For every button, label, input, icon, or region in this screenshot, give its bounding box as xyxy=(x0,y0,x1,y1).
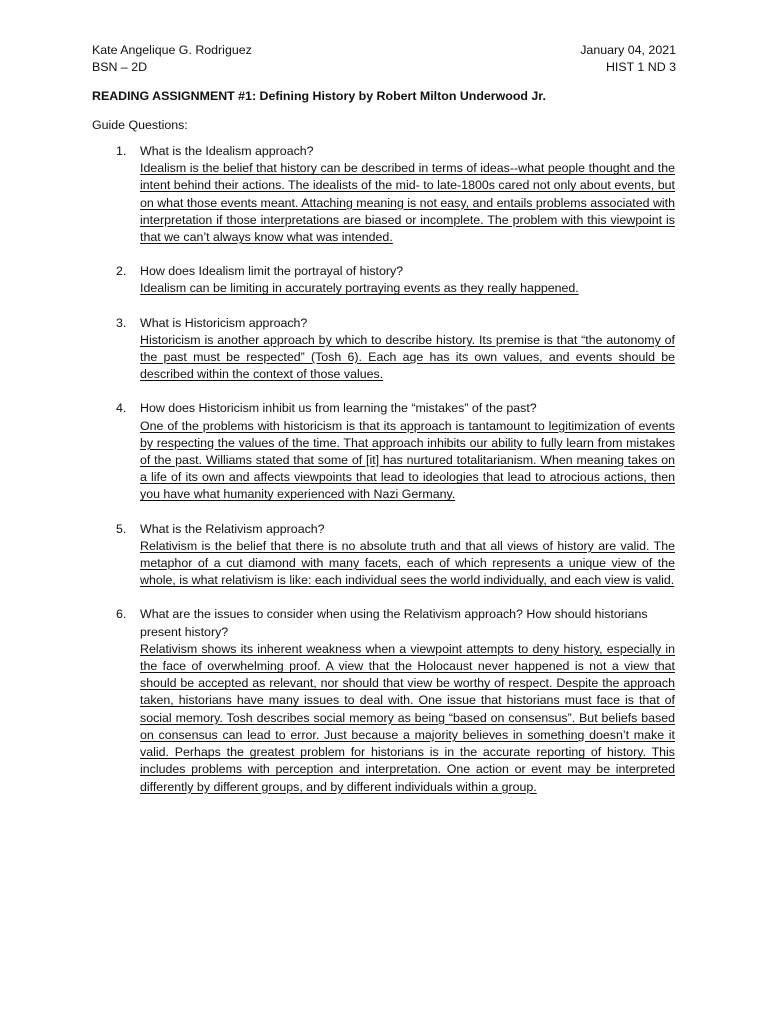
question-number: 3. xyxy=(116,315,127,330)
question-item xyxy=(116,263,675,297)
student-section: BSN – 2D xyxy=(92,60,148,75)
question-number: 4. xyxy=(116,401,127,416)
question-text: How does Historicism inhibit us from learning the “mistakes” of the past? xyxy=(140,401,537,416)
question-text: What are the issues to consider when using the Relativism approach? How should historians present history? xyxy=(140,607,648,639)
question-text: What is the Relativism approach? xyxy=(140,521,325,536)
question-item xyxy=(116,400,675,503)
question-item xyxy=(116,315,675,384)
answer-text: Idealism is the belief that history can be described in terms of ideas--what people thought and the intent behind their actions. The idealists of the mid- to late-1800s cared not only about events, but on what those events meant. Attaching meaning is not easy, and entails problems associated with interpretation if those interpretations are biased or incomplete. The problem with this viewpoint is that we can’t always know what was intended. xyxy=(140,161,675,245)
question-number: 5. xyxy=(116,521,127,536)
guide-questions-label: Guide Questions: xyxy=(92,118,188,132)
answer-text: Idealism can be limiting in accurately portraying events as they really happened. xyxy=(140,281,579,296)
document-date: January 04, 2021 xyxy=(580,43,676,57)
author-name: Kate Angelique G. Rodriguez xyxy=(92,43,252,57)
course-code: HIST 1 ND 3 xyxy=(605,60,676,75)
answer-text: Historicism is another approach by which to describe history. Its premise is that “the autonomy of the past must be respected” (Tosh 6). Each age has its own values, and events should be described within the context of those values. xyxy=(140,332,675,382)
question-item xyxy=(116,143,675,246)
answer-text: Relativism shows its inherent weakness when a viewpoint attempts to deny history, especially in the face of overwhelming proof. A view that the Holocaust never happened is not a view that should be accepted as relevant, nor should that view be worthy of respect. Despite the approach taken, historians have many issues to deal with. One issue that historians must face is that of social memory. Tosh describes social memory as being “based on consensus”. But beliefs based on consensus can lead to error. Just because a majority believes in something doesn’t make it valid. Perhaps the greatest problem for historians is in the accurate reporting of history. This includes problems with perception and interpretation. One action or event may be interpreted differently by different groups, and by different individuals within a group. xyxy=(140,641,675,794)
question-text: How does Idealism limit the portrayal of history? xyxy=(140,264,404,279)
question-number: 1. xyxy=(116,144,127,158)
question-number: 2. xyxy=(116,264,127,279)
question-number: 6. xyxy=(116,607,127,622)
answer-text: One of the problems with historicism is that its approach is tantamount to legitimization of events by respecting the values of the time. That approach inhibits our ability to fully learn from mistakes of the past. Williams stated that some of [it] has nurtured totalitarianism. When meaning takes on a life of its own and affects viewpoints that lead to ideologies that lead to atrocious actions, then you have what humanity experienced with Nazi Germany. xyxy=(140,418,675,502)
question-list xyxy=(116,143,675,813)
document-header xyxy=(92,42,676,76)
answer-text: Relativism is the belief that there is no absolute truth and that all views of history are valid. The metaphor of a cut diamond with many facets, each of which represents a unique view of the whole, is what relativism is like: each individual sees the world individually, and each view is valid. xyxy=(140,538,675,588)
question-text: What is Historicism approach? xyxy=(140,315,308,330)
document-title: READING ASSIGNMENT #1: Defining History by Robert Milton Underwood Jr. xyxy=(92,89,546,103)
question-item xyxy=(116,606,675,795)
question-text: What is the Idealism approach? xyxy=(140,144,314,158)
question-item xyxy=(116,521,675,590)
